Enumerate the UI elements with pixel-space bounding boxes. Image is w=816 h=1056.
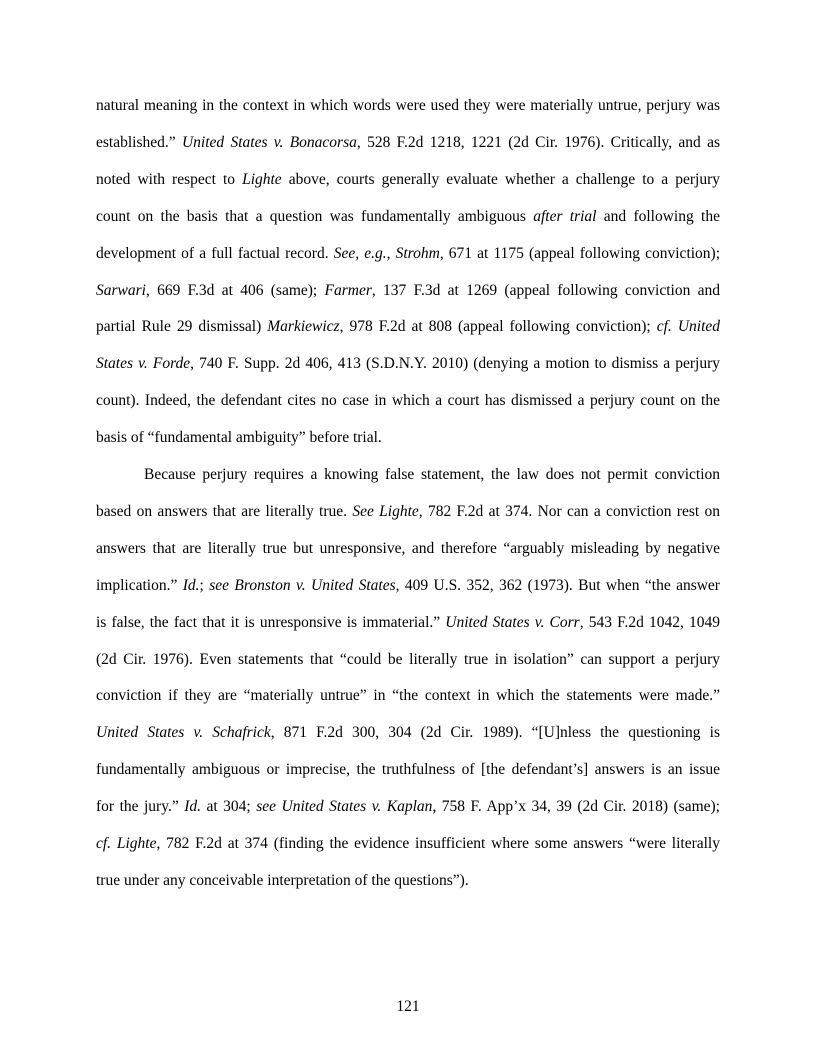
italic-citation: Markiewicz	[267, 318, 340, 336]
text-run: , 782 F.2d at 374. Nor can a conviction rest on	[418, 502, 721, 520]
text-line	[96, 834, 720, 854]
text-run: for the jury.”	[96, 798, 185, 816]
italic-citation: States v. Forde	[96, 355, 191, 373]
text-run: Because perjury requires a knowing false statement, the law does not permit conviction	[144, 466, 720, 483]
text-run: , 978 F.2d at 808 (appeal following conviction);	[339, 318, 657, 336]
text-line	[96, 686, 720, 706]
text-line	[96, 244, 720, 264]
text-run: basis of “fundamental ambiguity” before trial.	[96, 429, 382, 447]
text-run: , 740 F. Supp. 2d 406, 413 (S.D.N.Y. 2010) (denying a motion to dismiss a perjury	[190, 355, 721, 373]
text-line	[96, 391, 720, 411]
text-run: count on the basis that a question was fundamentally ambiguous	[96, 207, 534, 225]
italic-citation: Id.	[182, 576, 200, 594]
text-line	[96, 613, 720, 633]
text-run: implication.”	[96, 576, 183, 594]
text-run: , 758 F. App’x 34, 39 (2d Cir. 2018) (same);	[432, 798, 720, 816]
text-run: , 543 F.2d 1042, 1049	[579, 613, 721, 631]
text-run: at 304;	[201, 798, 257, 816]
text-line	[96, 170, 720, 190]
italic-citation: see United States v. Kaplan	[256, 798, 433, 816]
text-run: conviction if they are “materially untrue” in “the context in which the statements were made.”	[96, 687, 720, 705]
italic-citation: after trial	[533, 207, 597, 225]
text-run: , 409 U.S. 352, 362 (1973). But when “the answer	[395, 576, 720, 594]
page-number: 121	[396, 998, 420, 1015]
italic-citation: United States v. Bonacorsa	[181, 133, 357, 151]
italic-citation: See Lighte	[352, 502, 419, 520]
text-line	[96, 650, 720, 670]
text-line	[96, 539, 720, 559]
text-line	[96, 207, 720, 227]
italic-citation: see Bronston v. United States	[209, 576, 396, 594]
italic-citation: See, e.g.	[333, 244, 387, 262]
italic-citation: Strohm	[395, 244, 440, 262]
text-run: , 669 F.3d at 406 (same);	[145, 281, 325, 299]
text-run: fundamentally ambiguous or imprecise, the truthfulness of [the defendant’s] answers is an issue	[96, 761, 720, 779]
text-run: based on answers that are literally true.	[96, 502, 353, 520]
text-line	[96, 797, 720, 817]
text-line	[144, 465, 720, 485]
text-run: natural meaning in the context in which words were used they were materially untrue, perjury was	[96, 97, 720, 114]
italic-citation: United States v. Corr	[445, 613, 580, 631]
text-run: noted with respect to	[96, 170, 243, 188]
text-run: development of a full factual record.	[96, 244, 334, 262]
text-line	[96, 723, 720, 743]
text-run: and following the	[596, 207, 720, 225]
text-run: , 671 at 1175 (appeal following conviction);	[439, 244, 721, 262]
italic-citation: Lighte	[242, 170, 282, 188]
text-line	[96, 281, 720, 301]
text-line	[96, 502, 720, 522]
text-line	[96, 428, 720, 448]
text-run: , 137 F.3d at 1269 (appeal following conviction and	[371, 281, 720, 299]
italic-citation: Farmer	[324, 281, 372, 299]
italic-citation: Id.	[184, 798, 201, 816]
text-run: answers that are literally true but unresponsive, and therefore “arguably misleading by negative	[96, 539, 720, 557]
text-run: is false, the fact that it is unresponsive is immaterial.”	[96, 613, 446, 631]
text-line	[96, 871, 720, 891]
text-run: ;	[199, 576, 210, 594]
text-line	[96, 96, 720, 116]
italic-citation: United States v. Schafrick	[96, 724, 271, 742]
text-line	[96, 354, 720, 374]
text-line	[96, 576, 720, 596]
text-run: partial Rule 29 dismissal)	[96, 318, 268, 336]
text-line	[96, 133, 720, 153]
italic-citation: cf. Lighte	[96, 835, 157, 852]
text-run: ,	[386, 244, 396, 262]
text-line	[96, 317, 720, 337]
italic-citation: Sarwari	[96, 281, 146, 299]
text-run: , 871 F.2d 300, 304 (2d Cir. 1989). “[U]nless the questioning is	[270, 724, 720, 742]
text-line	[96, 760, 720, 780]
text-run: established.”	[96, 133, 182, 151]
text-run: , 528 F.2d 1218, 1221 (2d Cir. 1976). Critically, and as	[356, 133, 720, 151]
text-run: above, courts generally evaluate whether a challenge to a perjury	[281, 170, 720, 188]
text-run: , 782 F.2d at 374 (finding the evidence insufficient where some answers “were literally	[156, 835, 720, 852]
text-run: true under any conceivable interpretation of the questions”).	[96, 871, 469, 889]
italic-citation: cf. United	[656, 318, 721, 336]
text-run: count). Indeed, the defendant cites no case in which a court has dismissed a perjury count on the	[96, 392, 720, 410]
text-run: (2d Cir. 1976). Even statements that “could be literally true in isolation” can support a perjury	[96, 650, 720, 668]
